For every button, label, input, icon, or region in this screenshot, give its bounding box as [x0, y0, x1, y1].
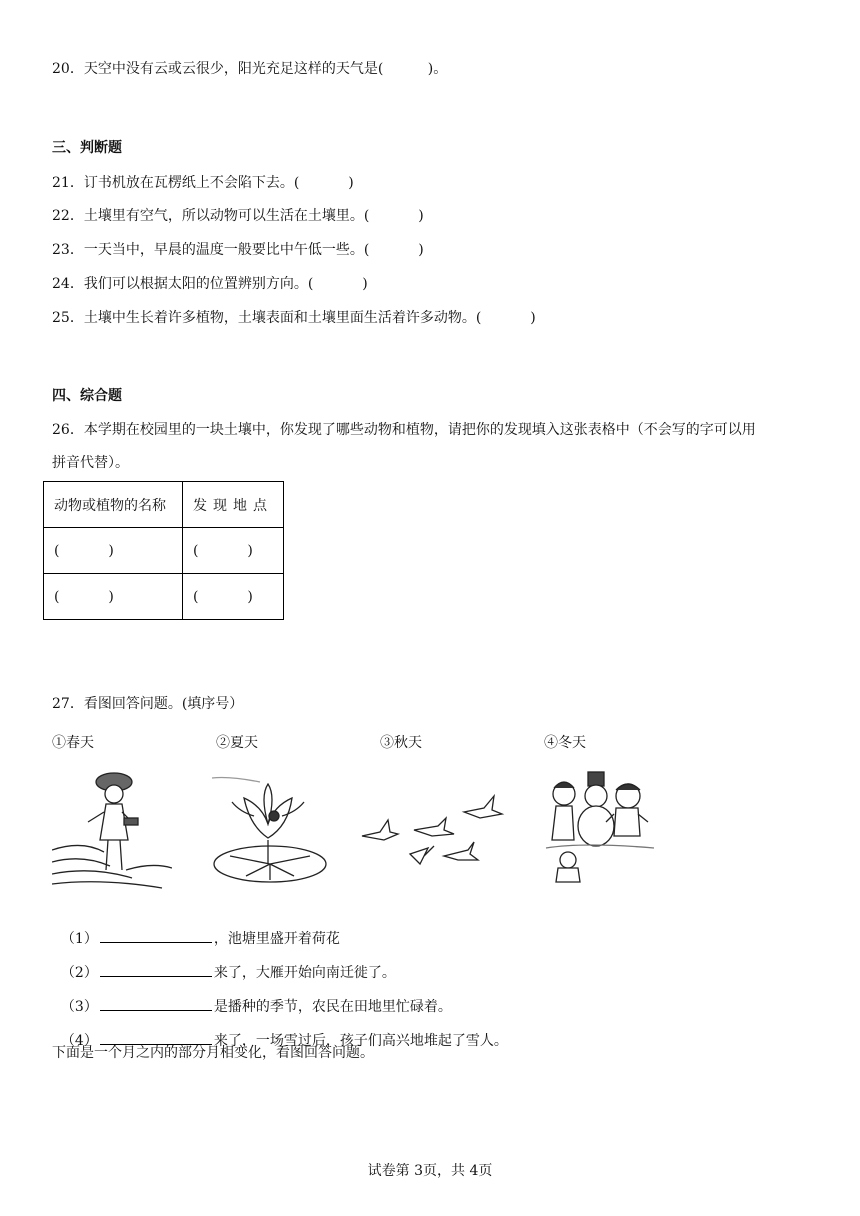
children-snowman-picture — [544, 768, 660, 888]
blank-number: （1） — [60, 931, 98, 947]
season-label-summer: ②夏天 — [216, 735, 258, 751]
question-25: 25．土壤中生长着许多植物，土壤表面和土壤里面生活着许多动物。( ) — [52, 310, 536, 326]
blank-text: 是播种的季节，农民在田地里忙碌着。 — [213, 999, 452, 1015]
farmer-sowing-picture — [52, 770, 172, 890]
lotus-flower-picture — [210, 776, 330, 886]
question-27: 27．看图回答问题。(填序号） — [52, 696, 244, 712]
table-row — [44, 528, 284, 574]
blank-text: 来了，一场雪过后，孩子们高兴地堆起了雪人。 — [213, 1033, 508, 1049]
answer-cell[interactable]: ( ) — [183, 528, 284, 574]
season-label-winter: ④冬天 — [544, 735, 586, 751]
question-26-text-cont: 拼音代替）。 — [52, 455, 129, 471]
blank-text: ，池塘里盛开着荷花 — [213, 931, 340, 947]
page-footer: 试卷第 3页，共 4页 — [367, 1163, 493, 1179]
question-21: 21．订书机放在瓦楞纸上不会陷下去。( ) — [52, 175, 354, 191]
blank-number: （4） — [60, 1033, 98, 1049]
answer-blank[interactable] — [100, 928, 212, 943]
answer-blank[interactable] — [100, 996, 212, 1011]
moon-phase-intro: 下面是一个月之内的部分月相变化，看图回答问题。 — [52, 1045, 374, 1061]
blank-number: （3） — [60, 999, 98, 1015]
season-label-spring: ①春天 — [52, 735, 94, 751]
table-row — [44, 574, 284, 620]
answer-cell[interactable]: ( ) — [44, 574, 183, 620]
question-22: 22．土壤里有空气，所以动物可以生活在土壤里。( ) — [52, 208, 424, 224]
wild-geese-picture — [358, 790, 508, 870]
section-heading-judgment: 三、判断题 — [52, 140, 122, 156]
table-header-row — [44, 482, 284, 528]
answer-cell[interactable]: ( ) — [44, 528, 183, 574]
findings-table — [43, 481, 284, 620]
season-label-autumn: ③秋天 — [380, 735, 422, 751]
answer-blank[interactable] — [100, 962, 212, 977]
table-header-name: 动物或植物的名称 — [44, 482, 183, 528]
answer-cell[interactable]: ( ) — [183, 574, 284, 620]
table-header-location: 发现地点 — [183, 482, 284, 528]
question-23: 23．一天当中，早晨的温度一般要比中午低一些。( ) — [52, 242, 424, 258]
blank-number: （2） — [60, 965, 98, 981]
section-heading-comprehensive: 四、综合题 — [52, 388, 122, 404]
question-26-text: 26．本学期在校园里的一块土壤中，你发现了哪些动物和植物，请把你的发现填入这张表格中（不会写的字可以用 — [52, 422, 756, 438]
blank-text: 来了，大雁开始向南迁徙了。 — [213, 965, 396, 981]
question-24: 24．我们可以根据太阳的位置辨别方向。( ) — [52, 276, 368, 292]
question-20: 20．天空中没有云或云很少，阳光充足这样的天气是( )。 — [52, 61, 448, 77]
